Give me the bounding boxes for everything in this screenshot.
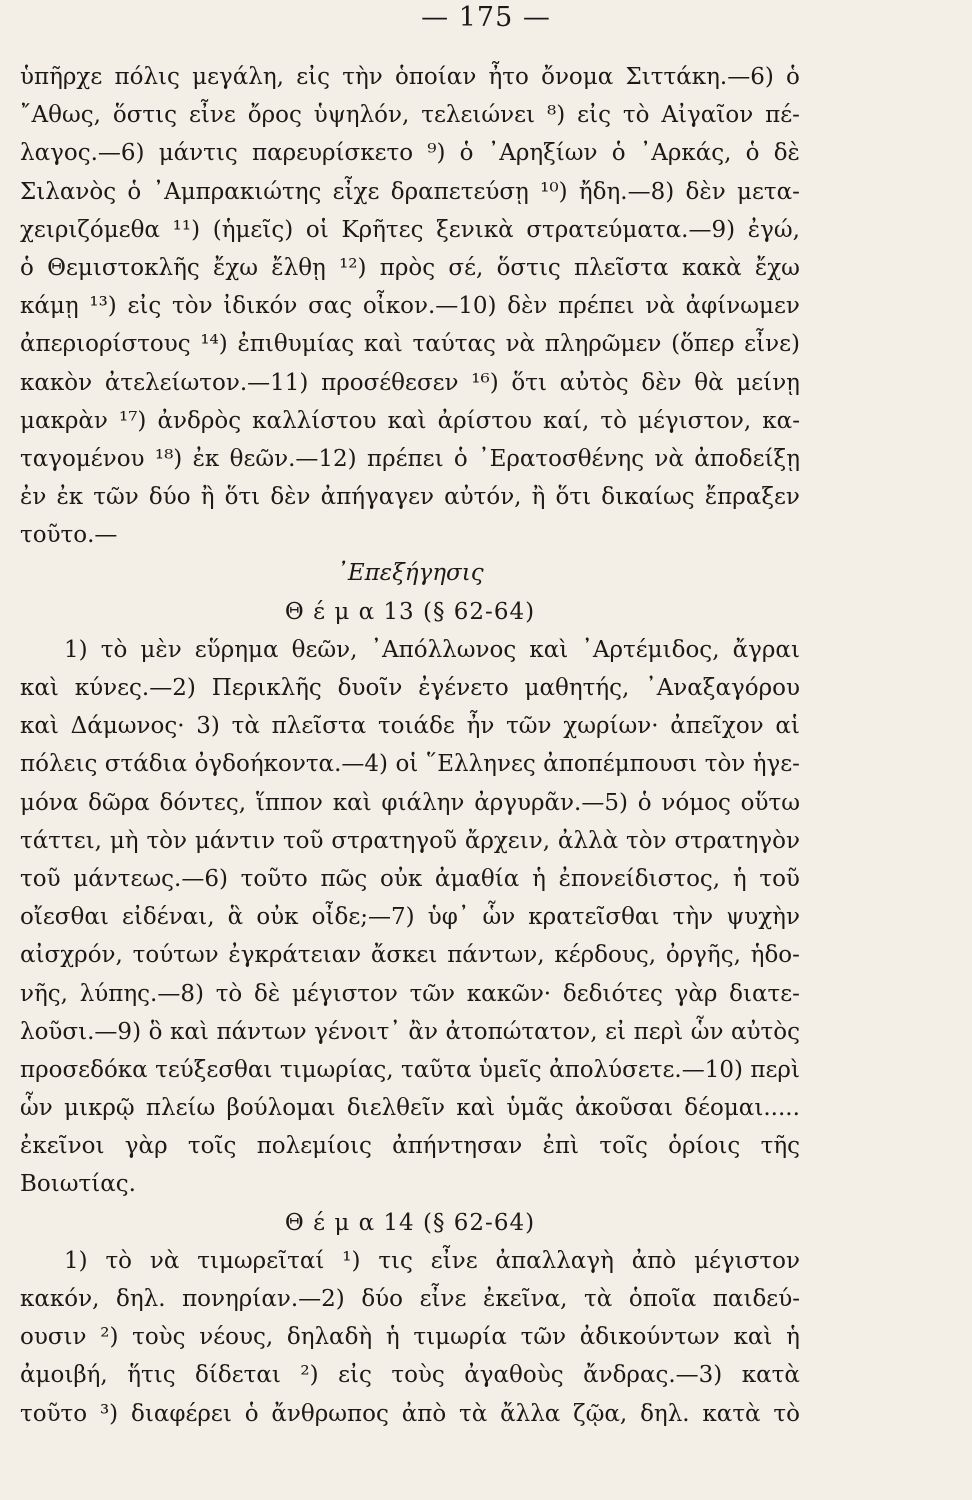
text-line: καὶ κύνες.—2) Περικλῆς δυοῖν ἐγένετο μαθητής, ᾿Αναξαγόρου — [20, 675, 800, 701]
text-line: ὧν μικρῷ πλείω βούλομαι διελθεῖν καὶ ὑμᾶς ἀκοῦσαι δέομαι..... — [20, 1095, 800, 1122]
text-line: τοῦτο.— — [20, 522, 118, 549]
text-line: Σιλανὸς ὁ ᾿Αμπρακιώτης εἶχε δραπετεύσῃ ¹⁰) ἤδη.—8) δὲν μετα- — [20, 178, 800, 205]
section-title: ᾿Επεξήγησις — [336, 560, 484, 587]
text-line: μόνα δῶρα δόντες, ἵππον καὶ φιάλην ἀργυρᾶν.—5) ὁ νόμος οὕτω — [20, 789, 800, 816]
text-line: ῎Αθως, ὅστις εἶνε ὄρος ὑψηλόν, τελειώνει ⁸) εἰς τὸ Αἰγαῖον πέ- — [20, 102, 800, 129]
text-line: μακρὰν ¹⁷) ἀνδρὸς καλλίστου καὶ ἀρίστου καί, τὸ μέγιστον, κα- — [20, 407, 800, 434]
text-line: τοῦ μάντεως.—6) τοῦτο πῶς οὐκ ἀμαθία ἡ ἐπονείδιστος, ἡ τοῦ — [20, 865, 800, 892]
text-line: καὶ Δάμωνος· 3) τὰ πλεῖστα τοιάδε ἦν τῶν χωρίων· ἀπεῖχον αἱ — [20, 713, 800, 740]
text-line: λοῦσι.—9) ὃ καὶ πάντων γένοιτ᾿ ἂν ἀτοπώτατον, εἰ περὶ ὧν αὐτὸς — [20, 1018, 800, 1045]
text-line: Βοιωτίας. — [20, 1171, 136, 1198]
text-line: χειριζόμεθα ¹¹) (ἡμεῖς) οἱ Κρῆτες ξενικὰ στρατεύματα.—9) ἐγώ, — [20, 216, 800, 243]
text-line: τοῦτο ³) διαφέρει ὁ ἄνθρωπος ἀπὸ τὰ ἄλλα ζῷα, δηλ. κατὰ τὸ — [20, 1400, 800, 1427]
text-line: ἀμοιβή, ἥτις δίδεται ²) εἰς τοὺς ἀγαθοὺς ἄνδρας.—3) κατὰ — [20, 1362, 800, 1389]
text-line: κακόν, δηλ. πονηρίαν.—2) δύο εἶνε ἐκεῖνα, τὰ ὁποῖα παιδεύ- — [20, 1286, 800, 1312]
section-heading: Θ έ μ α 14 (§ 62-64) — [284, 1209, 536, 1236]
text-line: τάττει, μὴ τὸν μάντιν τοῦ στρατηγοῦ ἄρχειν, ἀλλὰ τὸν στρατηγὸν — [20, 827, 800, 854]
text-line: πόλεις στάδια ὀγδοήκοντα.—4) οἱ ῞Ελληνες ἀποπέμπουσι τὸν ἡγε- — [20, 751, 800, 778]
section-heading: Θ έ μ α 13 (§ 62-64) — [284, 598, 536, 625]
body-text — [20, 58, 800, 1433]
text-line: 1) τὸ νὰ τιμωρεῖταί ¹) τις εἶνε ἀπαλλαγὴ ἀπὸ μέγιστον — [64, 1247, 800, 1274]
text-line: λαγος.—6) μάντις παρευρίσκετο ⁹) ὁ ᾿Αρηξίων ὁ ᾿Αρκάς, ὁ δὲ — [20, 140, 800, 167]
text-line: αἰσχρόν, τούτων ἐγκράτειαν ἄσκει πάντων, κέρδους, ὀργῆς, ἡδο- — [20, 942, 800, 969]
text-line: κακὸν ἀτελείωτον.—11) προσέθεσεν ¹⁶) ὅτι αὐτὸς δὲν θὰ μείνῃ — [20, 369, 800, 396]
text-line: ταγομένου ¹⁸) ἐκ θεῶν.—12) πρέπει ὁ ᾿Ερατοσθένης νὰ ἀποδείξῃ — [20, 445, 800, 472]
page-number: — 175 — — [421, 2, 551, 33]
text-line: ἐν ἐκ τῶν δύο ἢ ὅτι δὲν ἀπήγαγεν αὐτόν, ἢ ὅτι δικαίως ἔπραξεν — [20, 484, 800, 511]
text-line: νῆς, λύπης.—8) τὸ δὲ μέγιστον τῶν κακῶν· δεδιότες γὰρ διατε- — [20, 980, 800, 1007]
text-line: 1) τὸ μὲν εὕρημα θεῶν, ᾿Απόλλωνος καὶ ᾿Αρτέμιδος, ἄγραι — [64, 636, 800, 663]
text-line: ἐκεῖνοι γὰρ τοῖς πολεμίοις ἀπήντησαν ἐπὶ τοῖς ὁρίοις τῆς — [20, 1133, 800, 1160]
text-line: ἀπεριορίστους ¹⁴) ἐπιθυμίας καὶ ταύτας νὰ πληρῶμεν (ὅπερ εἶνε) — [20, 331, 800, 358]
text-line: κάμῃ ¹³) εἰς τὸν ἰδικόν σας οἶκον.—10) δὲν πρέπει νὰ ἀφίνωμεν — [20, 293, 800, 320]
text-line: ὑπῆρχε πόλις μεγάλη, εἰς τὴν ὁποίαν ἦτο ὄνομα Σιττάκη.—6) ὁ — [20, 64, 800, 90]
text-line: οἴεσθαι εἰδέναι, ἃ οὐκ οἶδε;—7) ὑφ᾿ ὧν κρατεῖσθαι τὴν ψυχὴν — [20, 904, 800, 931]
text-line: ὁ Θεμιστοκλῆς ἔχω ἔλθῃ ¹²) πρὸς σέ, ὅστις πλεῖστα κακὰ ἔχω — [20, 254, 800, 281]
text-line: ουσιν ²) τοὺς νέους, δηλαδὴ ἡ τιμωρία τῶν ἀδικούντων καὶ ἡ — [20, 1324, 800, 1351]
text-line: προσεδόκα τεύξεσθαι τιμωρίας, ταῦτα ὑμεῖς ἀπολύσετε.—10) περὶ — [20, 1056, 800, 1083]
